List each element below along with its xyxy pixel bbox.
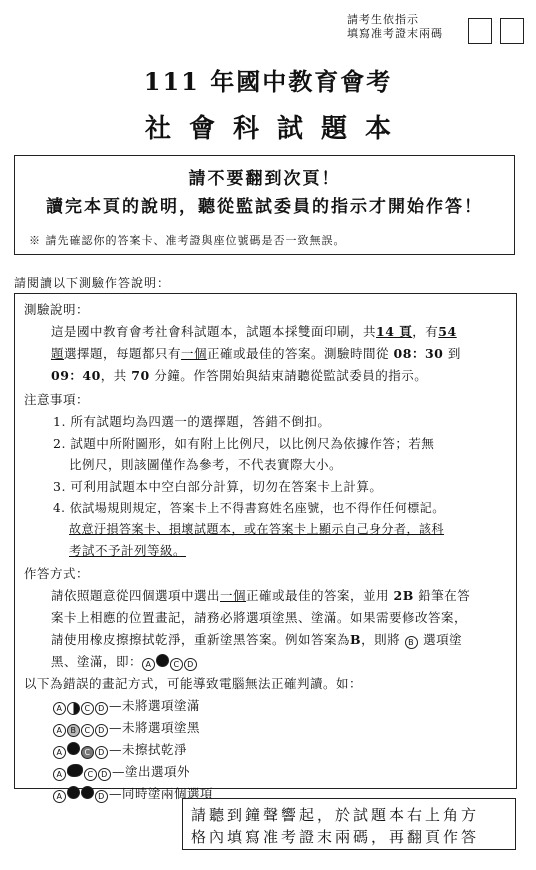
- text: 選項塗: [423, 632, 463, 647]
- text: 請使用橡皮擦擦拭乾淨，重新塗黑答案。例如答案為: [51, 632, 351, 647]
- bubble-a-icon: A: [53, 790, 66, 803]
- read-instructions-label: 請閱讀以下測驗作答說明：: [14, 276, 171, 290]
- bubble-c-icon: C: [81, 702, 94, 715]
- wrong-example-label: —塗出選項外: [112, 764, 191, 779]
- answer-method-line4: [51, 652, 198, 671]
- text: 鉛筆在答: [418, 588, 471, 603]
- answer-method-line2: 案卡上相應的位置畫記，請務必將選項塗黑、塗滿。如果需要修改答案，: [51, 610, 468, 625]
- bubble-filled-icon: [81, 786, 94, 799]
- note-4-line1: 4. 依試場規則規定，答案卡上不得書寫姓名座號，也不得作任何標記。: [53, 501, 445, 515]
- bubble-a-icon: A: [53, 724, 66, 737]
- wrong-example-label: —未將選項塗黑: [109, 720, 201, 735]
- bottom-instruction-box: [182, 798, 516, 850]
- text: 正確或最佳的答案。測驗時間從: [207, 346, 390, 361]
- emphasis-one: 一個: [220, 588, 247, 603]
- text: 選擇題，每題都只有: [64, 346, 182, 361]
- warning-box: [14, 155, 515, 255]
- corner-instruction: [347, 13, 443, 41]
- text: 正確或最佳的答案，並用: [246, 588, 390, 603]
- start-time: 08：30: [393, 346, 444, 361]
- note-4-line2: 故意汙損答案卡、損壞試題本，或在答案卡上顯示自己身分者，該科: [69, 522, 445, 536]
- emphasis-one: 一個: [181, 346, 208, 361]
- bubble-c-icon: C: [81, 724, 94, 737]
- bubble-d-icon: D: [95, 702, 108, 715]
- wrong-example-label: —同時塗兩個選項: [109, 786, 214, 801]
- bubble-overfilled-icon: [67, 764, 83, 777]
- text: 黑、塗滿，即：: [51, 654, 143, 669]
- bubble-half-filled-icon: [67, 702, 80, 715]
- answer-method-line3: [51, 630, 462, 649]
- test-info-line3: [51, 366, 427, 384]
- example-answer: B: [350, 632, 362, 647]
- note-2-line1: 2. 試題中所附圖形，如有附上比例尺，以比例尺為依據作答；若無: [53, 436, 435, 451]
- bubble-filled-icon: [67, 786, 80, 799]
- bubble-d-icon: D: [95, 746, 108, 759]
- note-4-line3: 考試不予計列等級。: [69, 543, 187, 558]
- note-2-line2: 比例尺，則該圖僅作為參考，不代表實際大小。: [69, 457, 343, 472]
- text: 請依照題意從四個選項中選出: [51, 588, 221, 603]
- warning-line2: 讀完本頁的說明，聽從監試委員的指示才開始作答！: [46, 197, 483, 217]
- wrong-example-1: [53, 696, 200, 715]
- question-count: 54: [438, 324, 457, 339]
- bubble-d-icon: D: [98, 768, 111, 781]
- note-1: 1. 所有試題均為四選一的選擇題，答錯不倒扣。: [53, 414, 331, 429]
- bubble-smudged-icon: C: [81, 746, 94, 759]
- page-count: 14 頁: [376, 324, 413, 339]
- text: 題: [51, 346, 65, 361]
- text: 分鐘。作答開始與結束請聽從監試委員的指示。: [154, 368, 428, 383]
- exam-number-box-1[interactable]: [468, 18, 492, 44]
- bubble-a-icon: A: [53, 702, 66, 715]
- test-info-line1: [51, 322, 457, 340]
- corner-note-line2: 填寫准考證末兩碼: [347, 27, 443, 40]
- bubble-c-icon: C: [170, 658, 183, 671]
- wrong-example-4: [53, 762, 190, 781]
- wrong-example-label: —未將選項塗滿: [109, 698, 201, 713]
- subject-title: 社會科試題本: [144, 114, 409, 144]
- text: 到: [447, 346, 461, 361]
- corner-note-line1: 請考生依指示: [347, 13, 419, 26]
- text: ，有: [412, 324, 439, 339]
- bubble-d-icon: D: [184, 658, 197, 671]
- bottom-line1: 請聽到鐘聲響起，於試題本右上角方: [191, 806, 480, 824]
- text: ，則將: [361, 632, 401, 647]
- bubble-filled-icon: [67, 742, 80, 755]
- duration-minutes: 70: [131, 368, 150, 383]
- wrong-example-3: [53, 740, 187, 759]
- test-info-line2: [51, 344, 461, 362]
- note-3: 3. 可利用試題本中空白部分計算，切勿在答案卡上計算。: [53, 479, 383, 494]
- exam-title: 111 年國中教育會考: [143, 67, 393, 96]
- instructions-box: [14, 293, 517, 801]
- wrong-marking-heading: 以下為錯誤的畫記方式，可能導致電腦無法正確判讀。如：: [24, 676, 363, 691]
- bubble-b-icon: B: [405, 636, 418, 649]
- bubble-d-icon: D: [95, 724, 108, 737]
- warning-note: ※ 請先確認你的答案卡、准考證與座位號碼是否一致無誤。: [29, 234, 346, 247]
- pencil-type: 2B: [393, 588, 414, 603]
- bubble-gray-icon: B: [67, 724, 80, 737]
- bubble-filled-icon: [156, 654, 169, 667]
- end-time: 09：40: [51, 368, 101, 383]
- section-heading-answer-method: 作答方式：: [24, 566, 90, 581]
- exam-number-box-2[interactable]: [500, 18, 524, 44]
- bubble-a-icon: A: [142, 658, 155, 671]
- bottom-line2: 格內填寫准考證末兩碼，再翻頁作答: [191, 828, 480, 846]
- text: ，共: [100, 368, 127, 383]
- warning-line1: 請不要翻到次頁！: [188, 169, 341, 189]
- bubble-a-icon: A: [53, 746, 66, 759]
- bubble-a-icon: A: [53, 768, 66, 781]
- section-heading-notes: 注意事項：: [24, 392, 90, 407]
- answer-method-line1: [51, 586, 470, 604]
- bubble-c-icon: C: [84, 768, 97, 781]
- text: 這是國中教育會考社會科試題本，試題本採雙面印刷，共: [51, 324, 377, 339]
- wrong-example-label: —未擦拭乾淨: [109, 742, 188, 757]
- bubble-d-icon: D: [95, 790, 108, 803]
- wrong-example-2: [53, 718, 200, 737]
- section-heading-test-info: 測驗說明：: [24, 302, 90, 317]
